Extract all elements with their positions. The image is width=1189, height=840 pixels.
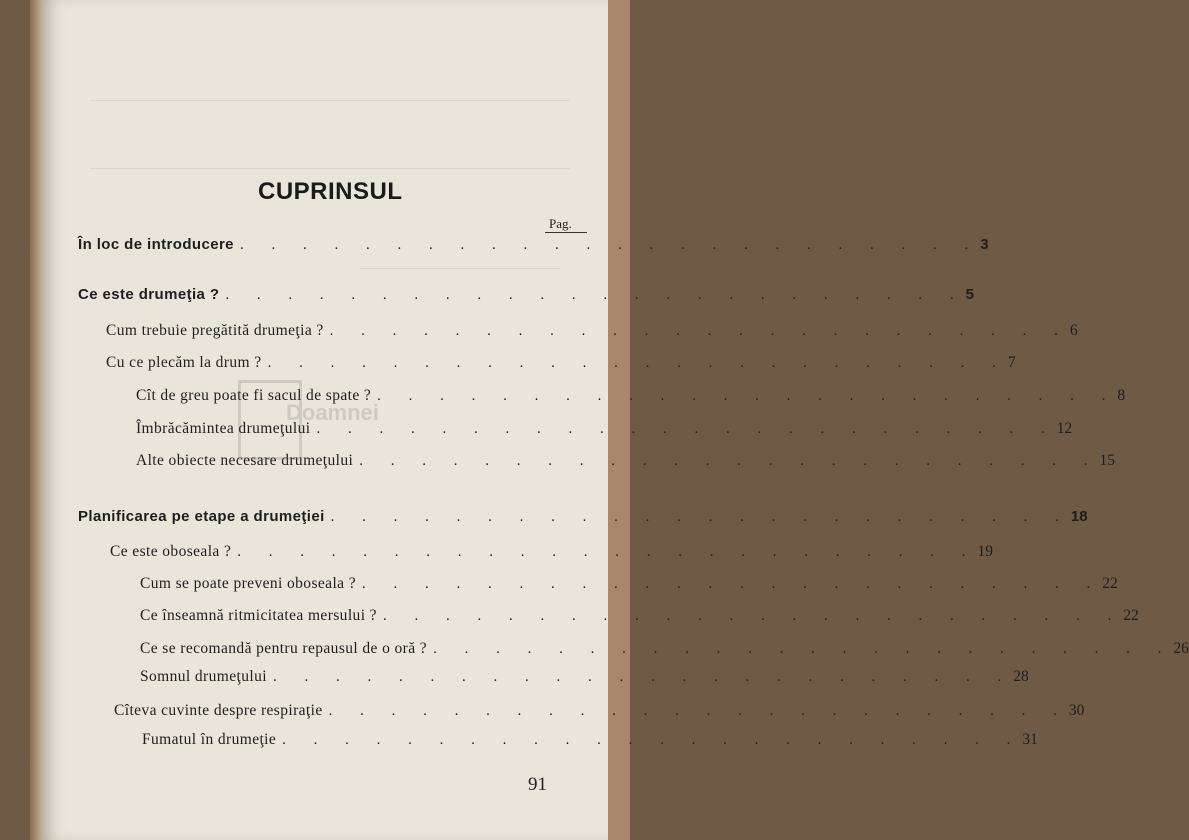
leader-dots: . . . . . . . . . . . . . . . . . . . . . . . . [282, 732, 1023, 748]
toc-entry-page: 22 [1102, 575, 1118, 592]
leader-dots: . . . . . . . . . . . . . . . . . . . . . . . . [330, 509, 1071, 525]
toc-entry-page: 22 [1123, 607, 1139, 624]
leader-dots: . . . . . . . . . . . . . . . . . . . . . . . . [316, 421, 1057, 437]
toc-title: CUPRINSUL [258, 178, 403, 205]
leader-dots: . . . . . . . . . . . . . . . . . . . . . . . . [433, 641, 1174, 657]
toc-entry-label: Ce se recomandă pentru repausul de o oră ? [140, 640, 428, 657]
page-number: 91 [528, 774, 547, 795]
toc-entry [142, 731, 1038, 749]
toc-entry [140, 640, 1189, 658]
toc-entry-label: În loc de introducere [78, 236, 234, 253]
toc-entry-label: Fumatul în drumeţie [142, 731, 277, 748]
toc-entry-page: 12 [1056, 420, 1073, 437]
watermark-text: Doamnei [286, 400, 379, 425]
toc-entry-label: Cum se poate preveni oboseala ? [140, 575, 356, 592]
toc-entry-page: 7 [1007, 354, 1016, 371]
leader-dots: . . . . . . . . . . . . . . . . . . . . . . . . [328, 703, 1069, 719]
leader-dots: . . . . . . . . . . . . . . . . . . . . . . . . [382, 608, 1124, 624]
toc-entry-page: 18 [1070, 508, 1088, 525]
page-column-label: Pag. [549, 216, 572, 231]
toc-entry [110, 543, 993, 561]
leader-dots: . . . . . . . . . . . . . . . . . . . . . . . . [361, 576, 1103, 592]
toc-entry-label: Alte obiecte necesare drumeţului [136, 452, 354, 469]
toc-entry-label: Cît de greu poate fi sacul de spate ? [136, 387, 372, 404]
toc-entry-page: 5 [965, 286, 975, 303]
watermark-logo [236, 380, 402, 458]
toc-entry [114, 702, 1085, 720]
leader-dots: . . . . . . . . . . . . . . . . . . . . . . . . [272, 669, 1014, 685]
leader-dots: . . . . . . . . . . . . . . . . . . . . . . . . [359, 453, 1100, 469]
bleed-through-line [90, 168, 570, 169]
toc-entry [140, 668, 1029, 686]
toc-entry-label: Ce înseamnă ritmicitatea mersului ? [140, 607, 377, 624]
toc-entry-page: 19 [977, 543, 993, 560]
toc-entry-label: Cu ce plecăm la drum ? [106, 354, 262, 371]
toc-entry-label: Cum trebuie pregătită drumeţia ? [106, 322, 324, 339]
toc-entry-label: Ce este drumeţia ? [78, 286, 220, 303]
leader-dots: . . . . . . . . . . . . . . . . . . . . . . . . [267, 355, 1008, 371]
toc-entry [78, 236, 989, 254]
toc-entry-label: Planificarea pe etape a drumeţiei [78, 508, 325, 525]
leader-dots: . . . . . . . . . . . . . . . . . . . . . . . . [225, 287, 966, 303]
bleed-through-line [360, 268, 560, 269]
toc-entry-label: Somnul drumeţului [140, 668, 267, 685]
toc-entry-page: 6 [1069, 322, 1078, 339]
toc-entry [78, 286, 975, 304]
bleed-through-line [90, 100, 570, 101]
toc-entry-label: Cîteva cuvinte despre respiraţie [114, 702, 323, 719]
leader-dots: . . . . . . . . . . . . . . . . . . . . . . . . [377, 388, 1118, 404]
toc-entry-page: 31 [1022, 731, 1038, 748]
leader-dots: . . . . . . . . . . . . . . . . . . . . . . . . [329, 323, 1070, 339]
toc-entry [78, 508, 1088, 526]
toc-entry [140, 607, 1139, 625]
toc-entry-page: 15 [1099, 452, 1115, 469]
toc-entry [106, 322, 1078, 340]
toc-entry [140, 575, 1118, 593]
toc-entry-page: 28 [1013, 668, 1029, 685]
toc-entry-page: 3 [980, 236, 989, 253]
toc-entry-label: Ce este oboseala ? [110, 543, 232, 560]
toc-entry-page: 8 [1117, 387, 1126, 404]
toc-entry-page: 30 [1068, 702, 1085, 719]
page-column-rule [545, 232, 587, 233]
toc-entry-label: Îmbrăcămintea drumeţului [136, 420, 311, 437]
leader-dots: . . . . . . . . . . . . . . . . . . . . . . . . [237, 544, 978, 560]
leader-dots: . . . . . . . . . . . . . . . . . . . . . . . . [239, 237, 981, 253]
toc-entry-page: 26 [1173, 640, 1189, 657]
toc-entry [106, 354, 1016, 372]
